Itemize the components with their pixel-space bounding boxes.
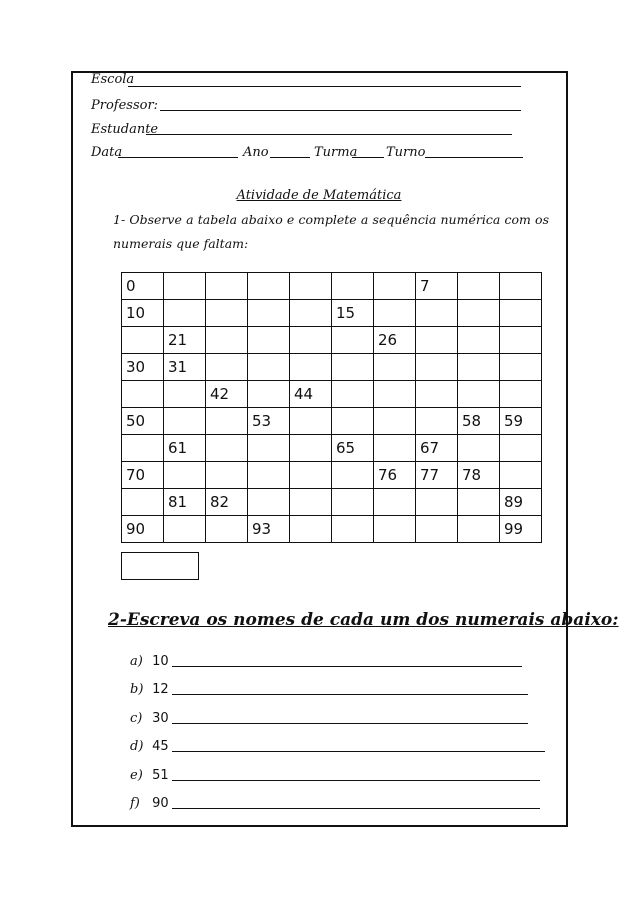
grid-cell[interactable]	[374, 381, 416, 408]
grid-cell[interactable]	[122, 327, 164, 354]
grid-cell[interactable]	[206, 408, 248, 435]
grid-cell[interactable]	[164, 273, 206, 300]
grid-cell: 77	[416, 462, 458, 489]
date-label: Data	[91, 145, 123, 160]
grid-row	[122, 516, 542, 543]
grid-cell[interactable]	[458, 489, 500, 516]
teacher-label: Professor:	[91, 98, 159, 113]
grid-cell[interactable]	[458, 435, 500, 462]
school-label: Escola	[91, 72, 135, 87]
grid-cell[interactable]	[458, 300, 500, 327]
grid-cell[interactable]	[416, 489, 458, 516]
grid-cell[interactable]	[290, 354, 332, 381]
grid-cell[interactable]	[500, 462, 542, 489]
grid-cell: 78	[458, 462, 500, 489]
grid-cell: 93	[248, 516, 290, 543]
grid-cell[interactable]	[458, 273, 500, 300]
grid-cell[interactable]	[416, 354, 458, 381]
answer-line[interactable]	[172, 694, 528, 695]
grid-cell[interactable]	[290, 489, 332, 516]
grid-cell[interactable]	[248, 273, 290, 300]
school-field[interactable]	[128, 86, 521, 87]
grid-cell[interactable]	[248, 489, 290, 516]
list-item	[130, 739, 169, 754]
grid-cell: 76	[374, 462, 416, 489]
grid-cell[interactable]	[500, 354, 542, 381]
item-label: c)	[130, 711, 143, 726]
grid-cell: 81	[164, 489, 206, 516]
grid-cell[interactable]	[374, 489, 416, 516]
grid-cell[interactable]	[206, 516, 248, 543]
year-label: Ano	[243, 145, 269, 160]
grid-cell[interactable]	[164, 516, 206, 543]
grid-row	[122, 489, 542, 516]
grid-cell[interactable]	[374, 516, 416, 543]
item-label: b)	[130, 682, 144, 697]
grid-cell[interactable]	[416, 300, 458, 327]
question-1-text: 1- Observe a tabela abaixo e complete a sequência numérica com os numerais que faltam:	[113, 212, 549, 251]
grid-cell: 53	[248, 408, 290, 435]
item-number: 10	[152, 654, 169, 669]
grid-cell[interactable]	[500, 381, 542, 408]
grid-cell: 10	[122, 300, 164, 327]
grid-cell: 21	[164, 327, 206, 354]
grid-cell[interactable]	[122, 381, 164, 408]
list-item	[130, 682, 169, 697]
grid-cell[interactable]	[332, 462, 374, 489]
grid-cell[interactable]	[248, 354, 290, 381]
grid-cell[interactable]	[206, 300, 248, 327]
item-number: 45	[152, 739, 169, 754]
grid-cell: 82	[206, 489, 248, 516]
grid-cell[interactable]	[332, 516, 374, 543]
grid-cell[interactable]	[248, 435, 290, 462]
grid-row	[122, 462, 542, 489]
number-grid	[121, 272, 542, 543]
grid-cell: 7	[416, 273, 458, 300]
item-number: 12	[152, 682, 169, 697]
grid-row	[122, 273, 542, 300]
class-field[interactable]	[352, 157, 384, 158]
grid-cell: 99	[500, 516, 542, 543]
grid-cell: 44	[290, 381, 332, 408]
grid-cell[interactable]	[332, 408, 374, 435]
grid-cell[interactable]	[122, 489, 164, 516]
question-2-text: 2-Escreva os nomes de cada um dos numerais abaixo:	[108, 610, 619, 630]
shift-field[interactable]	[425, 157, 523, 158]
grid-cell[interactable]	[332, 273, 374, 300]
grid-row	[122, 327, 542, 354]
grid-cell[interactable]	[458, 516, 500, 543]
grid-cell: 31	[164, 354, 206, 381]
grid-cell[interactable]	[374, 408, 416, 435]
item-label: d)	[130, 739, 144, 754]
grid-cell[interactable]	[290, 462, 332, 489]
year-field[interactable]	[270, 157, 310, 158]
grid-cell[interactable]	[290, 435, 332, 462]
item-label: e)	[130, 768, 143, 783]
grid-cell: 59	[500, 408, 542, 435]
grid-cell[interactable]	[164, 408, 206, 435]
grid-cell: 15	[332, 300, 374, 327]
grid-cell[interactable]	[416, 516, 458, 543]
list-item	[130, 711, 169, 726]
grid-cell: 90	[122, 516, 164, 543]
class-label: Turma	[314, 145, 358, 160]
grid-cell: 30	[122, 354, 164, 381]
grid-cell[interactable]	[374, 354, 416, 381]
grid-row	[122, 354, 542, 381]
grid-cell[interactable]	[164, 381, 206, 408]
item-number: 90	[152, 796, 169, 811]
grid-cell[interactable]	[206, 462, 248, 489]
grid-cell: 70	[122, 462, 164, 489]
grid-cell: 65	[332, 435, 374, 462]
grid-cell[interactable]	[290, 273, 332, 300]
grid-row	[122, 381, 542, 408]
grid-cell[interactable]	[290, 516, 332, 543]
shift-label: Turno	[386, 145, 426, 160]
grid-cell[interactable]	[500, 273, 542, 300]
grid-cell[interactable]	[164, 300, 206, 327]
grid-cell[interactable]	[248, 381, 290, 408]
grid-cell[interactable]	[374, 435, 416, 462]
answer-line[interactable]	[172, 666, 522, 667]
list-item	[130, 654, 169, 669]
item-number: 51	[152, 768, 169, 783]
grid-cell[interactable]	[458, 354, 500, 381]
grid-row	[122, 435, 542, 462]
grid-cell[interactable]	[458, 381, 500, 408]
grid-cell: 89	[500, 489, 542, 516]
grid-cell[interactable]	[416, 408, 458, 435]
grid-cell[interactable]	[290, 300, 332, 327]
grid-cell: 67	[416, 435, 458, 462]
grid-row	[122, 300, 542, 327]
grid-cell[interactable]	[416, 327, 458, 354]
grid-cell[interactable]	[500, 327, 542, 354]
teacher-field[interactable]	[160, 110, 521, 111]
item-label: a)	[130, 654, 143, 669]
grid-cell[interactable]	[500, 300, 542, 327]
list-item	[130, 796, 169, 811]
page-title: Atividade de Matemática	[236, 188, 402, 203]
grid-cell[interactable]	[500, 435, 542, 462]
answer-line[interactable]	[172, 780, 540, 781]
student-field[interactable]	[146, 134, 512, 135]
grid-cell[interactable]	[290, 408, 332, 435]
grid-cell[interactable]	[206, 435, 248, 462]
grid-cell[interactable]	[374, 300, 416, 327]
grid-cell[interactable]	[248, 300, 290, 327]
grid-cell: 26	[374, 327, 416, 354]
grid-cell: 50	[122, 408, 164, 435]
grid-cell[interactable]	[374, 273, 416, 300]
grid-cell: 42	[206, 381, 248, 408]
date-field[interactable]	[118, 157, 238, 158]
grid-cell[interactable]	[332, 354, 374, 381]
list-item	[130, 768, 169, 783]
student-label: Estudante	[91, 122, 159, 137]
item-number: 30	[152, 711, 169, 726]
grid-cell[interactable]	[332, 381, 374, 408]
grid-cell: 61	[164, 435, 206, 462]
grid-cell: 58	[458, 408, 500, 435]
answer-line[interactable]	[172, 751, 545, 752]
grid-cell[interactable]	[164, 462, 206, 489]
grid-cell: 0	[122, 273, 164, 300]
grid-cell[interactable]	[416, 381, 458, 408]
grid-row	[122, 408, 542, 435]
grid-cell[interactable]	[332, 489, 374, 516]
grid-cell[interactable]	[122, 435, 164, 462]
grid-cell[interactable]	[206, 273, 248, 300]
answer-line[interactable]	[172, 808, 540, 809]
grid-cell[interactable]	[332, 327, 374, 354]
grid-cell[interactable]	[248, 462, 290, 489]
grid-cell[interactable]	[206, 327, 248, 354]
grid-cell[interactable]	[206, 354, 248, 381]
grid-cell[interactable]	[458, 327, 500, 354]
grid-cell[interactable]	[248, 327, 290, 354]
answer-line[interactable]	[172, 723, 528, 724]
empty-box	[121, 552, 199, 580]
grid-cell[interactable]	[290, 327, 332, 354]
item-label: f)	[130, 796, 140, 811]
